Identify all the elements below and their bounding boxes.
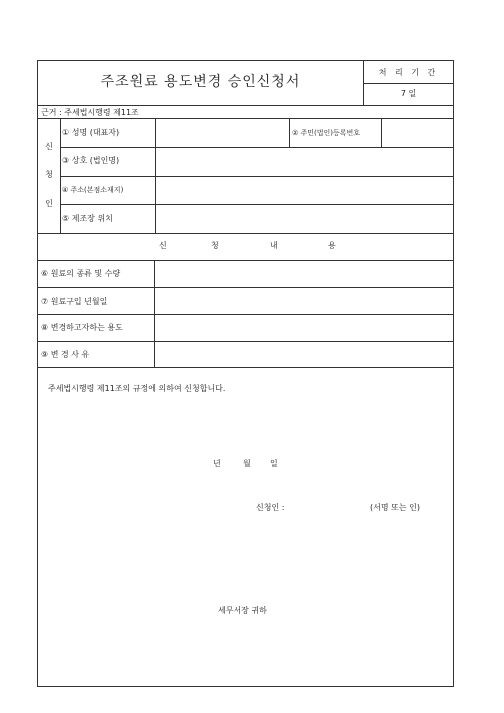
content-heading-char-1: 신 (159, 241, 167, 250)
rule (38, 105, 454, 106)
content-heading-char-2: 청 (211, 241, 219, 250)
trade-name-label: ③ 상호 (법인명) (62, 156, 120, 165)
signature-note: (서명 또는 인) (370, 503, 420, 512)
name-label: ① 성명 (대표자) (62, 128, 120, 137)
content-heading-char-3: 내 (270, 241, 278, 250)
processing-period-label: 처 리 기 간 (378, 68, 439, 77)
intended-use-label: ⑧ 변경하고자하는 용도 (41, 323, 123, 332)
processing-divider (363, 83, 454, 84)
applicant-side-char-1: 신 (45, 142, 53, 151)
name-field[interactable] (156, 119, 289, 146)
date-year: 년 (213, 459, 221, 468)
material-type-quantity-field[interactable] (155, 261, 454, 286)
registration-number-field[interactable] (382, 119, 454, 146)
date-month: 월 (243, 459, 251, 468)
applicant-signature-label: 신청인 : (256, 503, 285, 512)
content-heading-char-4: 용 (328, 241, 336, 250)
address-field[interactable] (156, 177, 454, 204)
address-label: ④ 주소(본점소재지) (62, 186, 124, 194)
rule (38, 367, 454, 368)
factory-location-label: ⑤ 제조장 위치 (62, 214, 113, 223)
rule (38, 233, 454, 234)
addressee: 세무서장 귀하 (218, 606, 267, 615)
form-title: 주조원료 용도변경 승인신청서 (100, 74, 301, 90)
factory-location-field[interactable] (156, 205, 454, 232)
date-day: 일 (270, 459, 278, 468)
rule (289, 118, 290, 147)
legal-basis: 근거 : 주세법시행령 제11조 (41, 108, 139, 117)
declaration-statement: 주세법시행령 제11조의 규정에 의하여 신청합니다. (48, 384, 226, 393)
intended-use-field[interactable] (155, 315, 454, 340)
material-type-quantity-label: ⑥ 원료의 종류 및 수량 (41, 269, 121, 278)
processing-period-value: 7 일 (400, 89, 417, 98)
applicant-side-char-3: 인 (45, 199, 53, 208)
change-reason-field[interactable] (155, 342, 454, 367)
purchase-date-field[interactable] (155, 288, 454, 313)
purchase-date-label: ⑦ 원료구입 년월일 (41, 297, 108, 306)
application-form (37, 60, 454, 687)
registration-number-label: ② 주민(법인)등록번호 (292, 129, 361, 137)
trade-name-field[interactable] (156, 148, 454, 175)
applicant-side-char-2: 청 (45, 170, 53, 179)
applicant-signature-field[interactable] (300, 499, 366, 515)
change-reason-label: ⑨ 변 경 사 유 (41, 350, 90, 359)
